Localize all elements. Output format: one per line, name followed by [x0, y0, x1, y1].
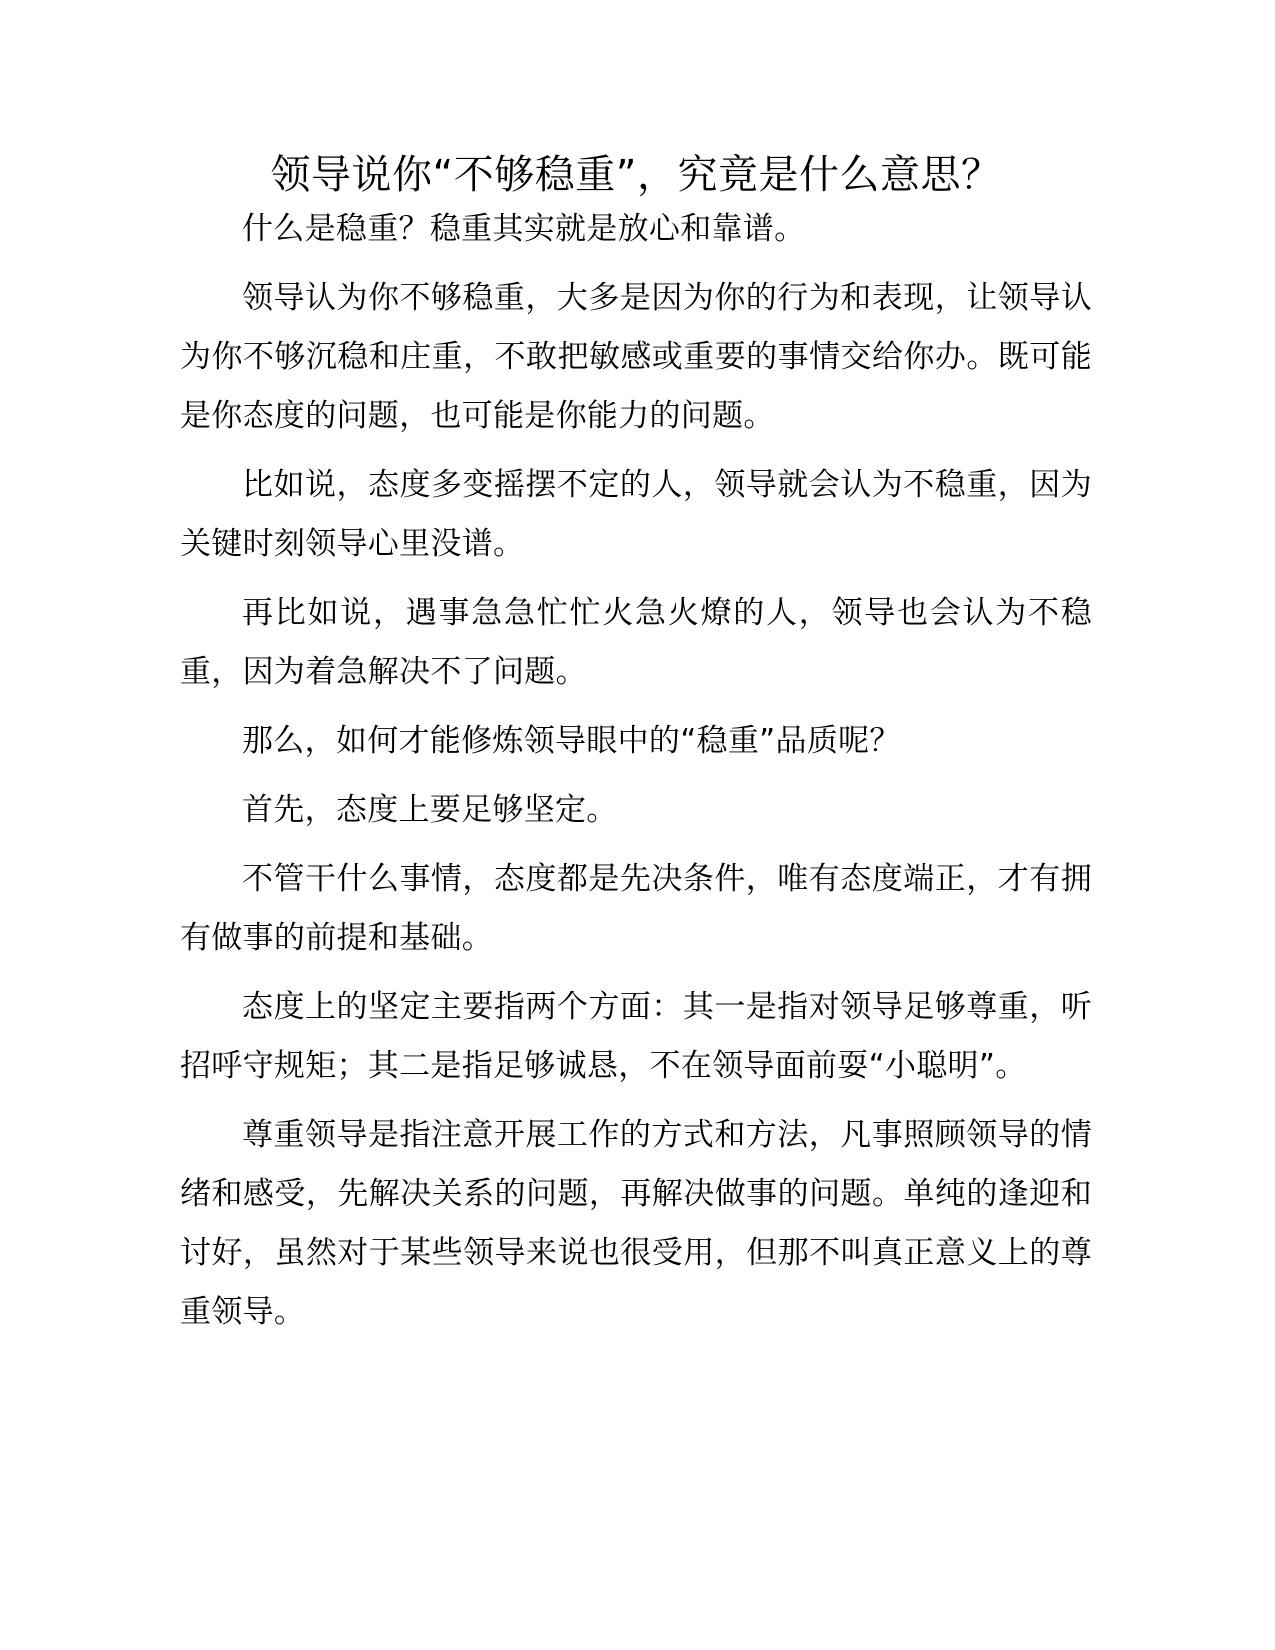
- paragraph: 尊重领导是指注意开展工作的方式和方法，凡事照顾领导的情绪和感受，先解决关系的问题，再解决做事的问题。单纯的逢迎和讨好，虽然对于某些领导来说也很受用，但那不叫真正意义上的尊重领导。: [180, 1117, 1092, 1330]
- paragraph: 态度上的坚定主要指两个方面：其一是指对领导足够尊重，听招呼守规矩；其二是指足够诚恳，不在领导面前耍“小聪明”。: [180, 989, 1092, 1084]
- paragraph: 比如说，态度多变摇摆不定的人，领导就会认为不稳重，因为关键时刻领导心里没谱。: [180, 467, 1092, 562]
- paragraph: 领导认为你不够稳重，大多是因为你的行为和表现，让领导认为你不够沉稳和庄重，不敢把敏感或重要的事情交给你办。既可能是你态度的问题，也可能是你能力的问题。: [180, 280, 1092, 434]
- paragraph: 再比如说，遇事急急忙忙火急火燎的人，领导也会认为不稳重，因为着急解决不了问题。: [180, 595, 1092, 690]
- document-title: 领导说你“不够稳重”，究竟是什么意思？: [270, 152, 1002, 198]
- paragraph: 不管干什么事情，态度都是先决条件，唯有态度端正，才有拥有做事的前提和基础。: [180, 861, 1092, 956]
- paragraph: 那么，如何才能修炼领导眼中的“稳重”品质呢？: [242, 723, 901, 759]
- paragraph: 什么是稳重？稳重其实就是放心和靠谱。: [242, 211, 806, 247]
- paragraph: 首先，态度上要足够坚定。: [242, 792, 618, 828]
- document-body: [180, 200, 1092, 1352]
